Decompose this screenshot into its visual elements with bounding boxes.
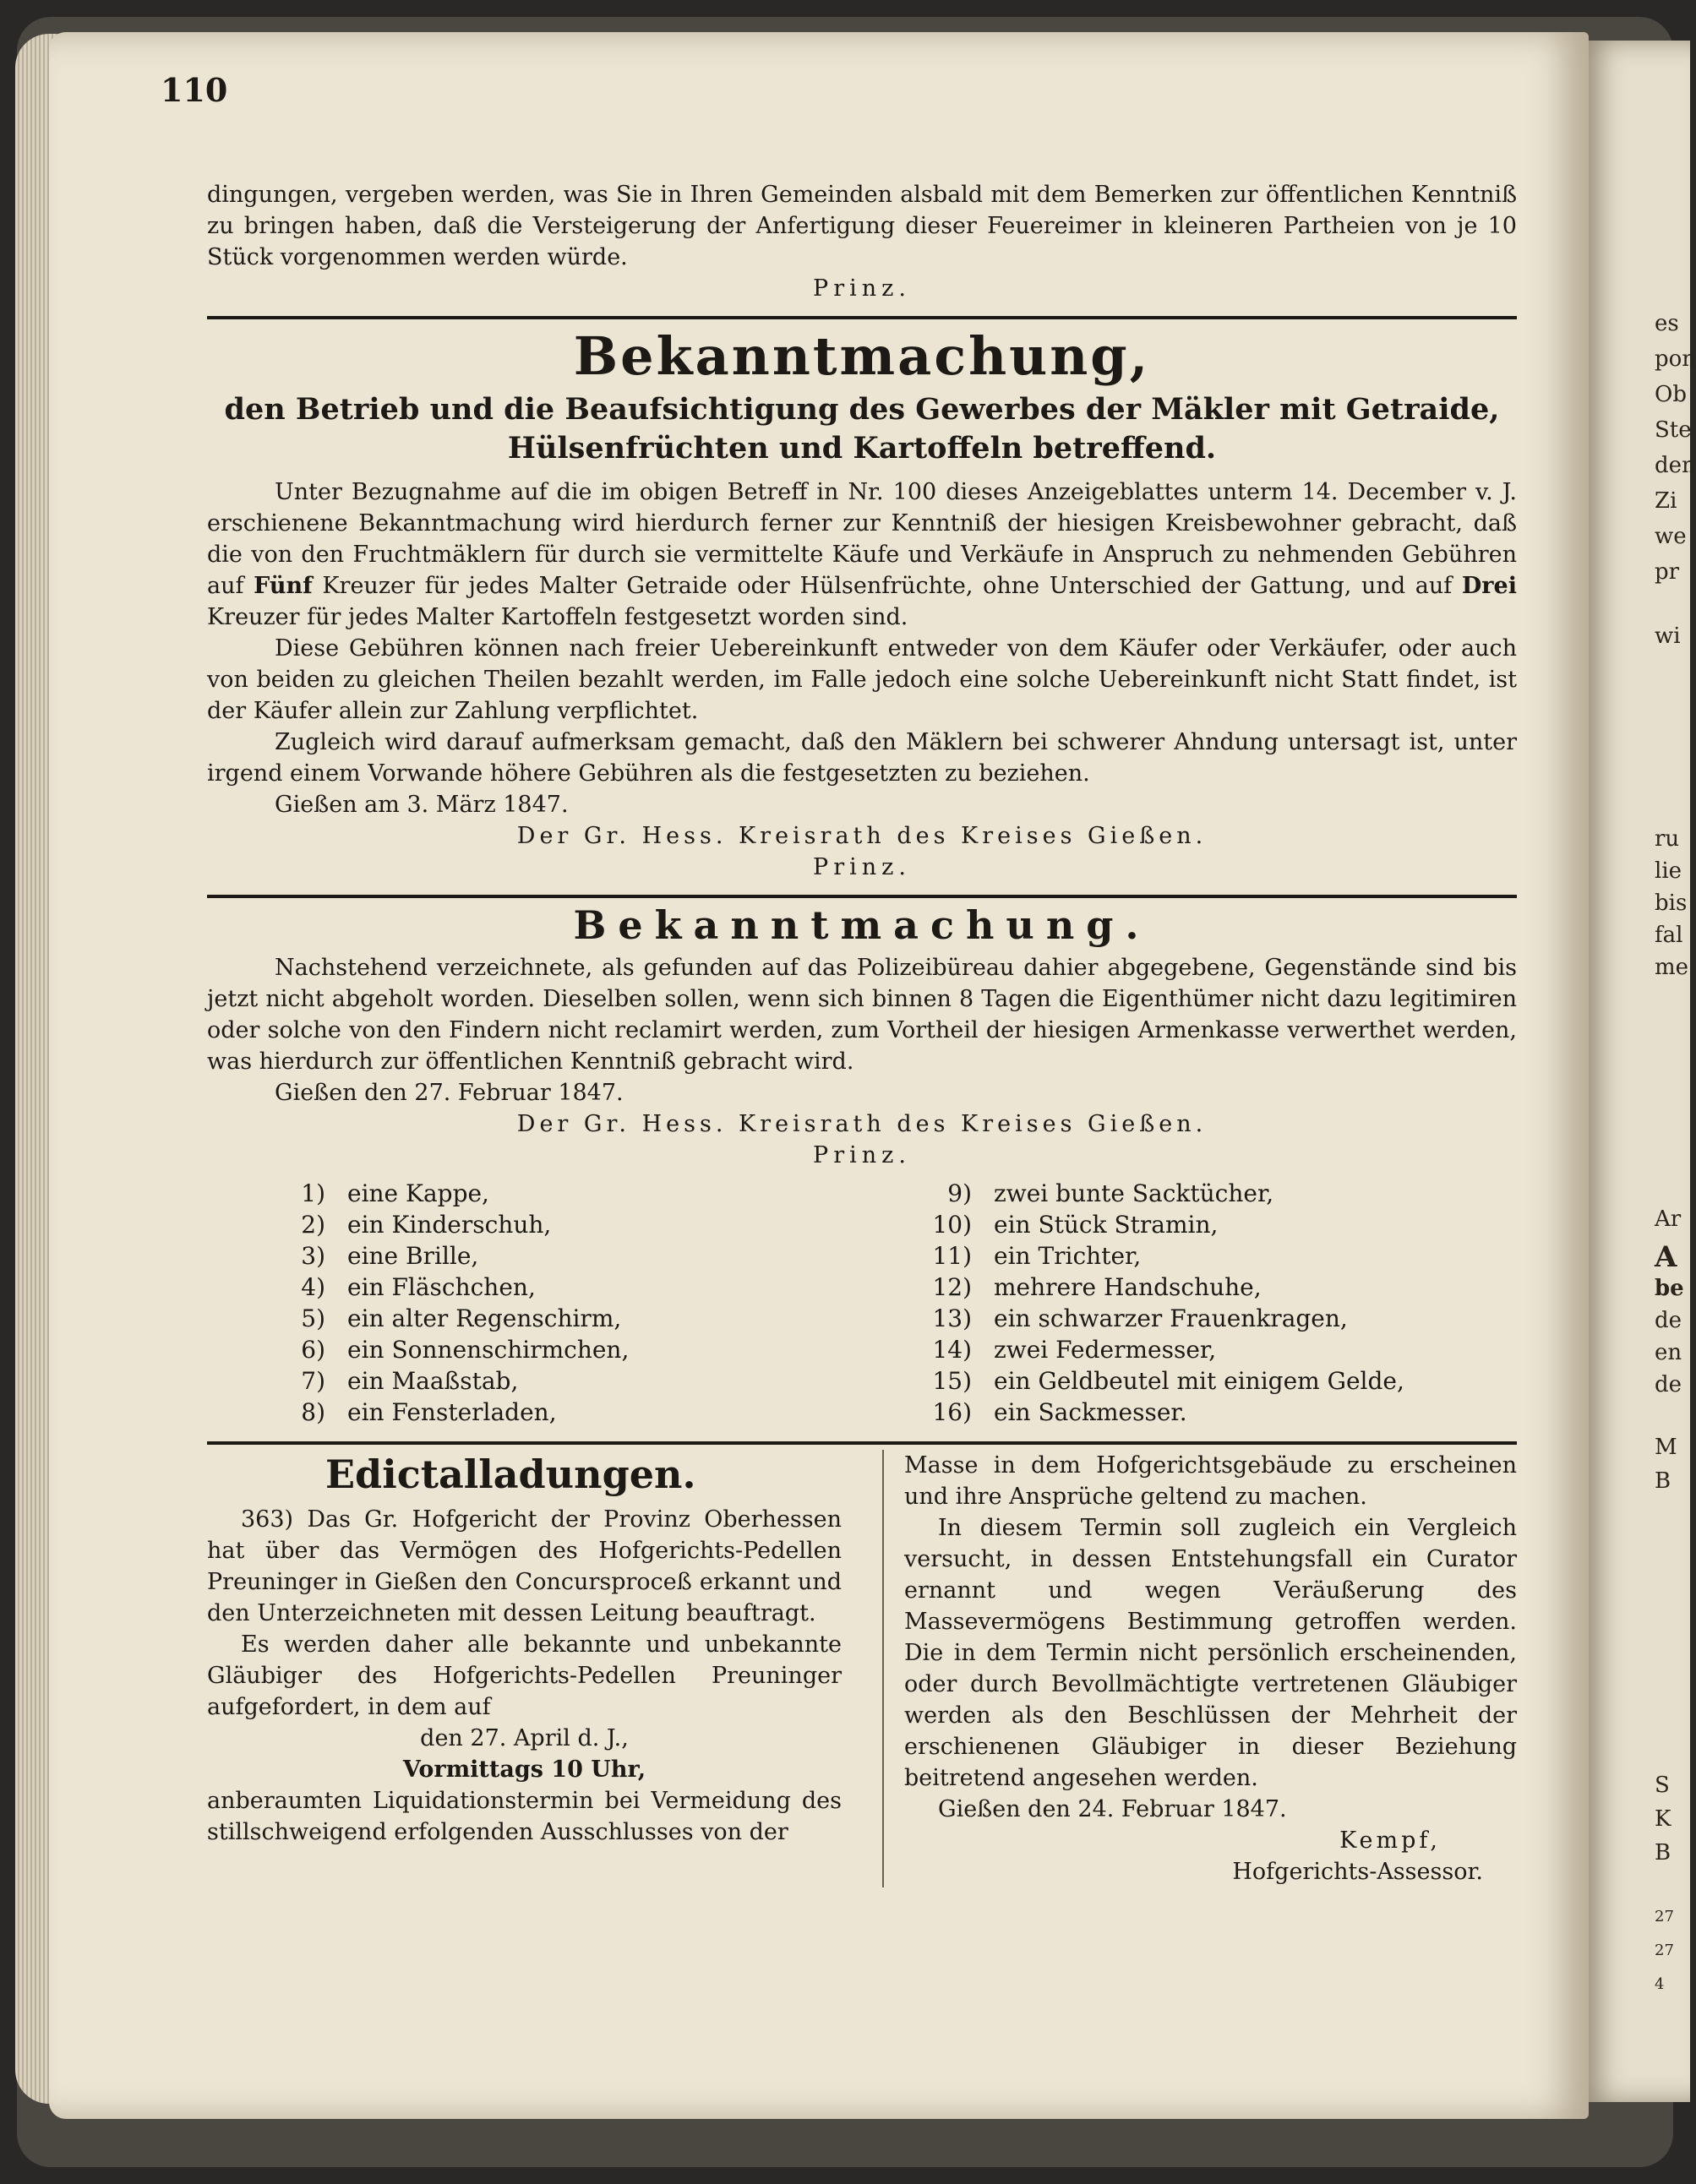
- item-number: 12): [932, 1273, 972, 1301]
- place-date: Gießen den 27. Februar 1847.: [275, 1080, 624, 1106]
- signer-name: Kempf,: [1339, 1827, 1441, 1854]
- edict-paragraph: 363) Das Gr. Hofgericht der Provinz Oberhessen hat über das Vermögen des Hofgerichts-Pedellen Preuninger in Gießen den Concursproceß erkannt und den Unterzeichneten mit dessen Leitung beauftragt.: [207, 1506, 842, 1626]
- item-number: 1): [301, 1179, 325, 1207]
- edict-title: Edictalladungen.: [325, 1451, 696, 1497]
- fragment: M: [1655, 1435, 1677, 1460]
- item-number: 13): [932, 1304, 972, 1332]
- signature: Prinz.: [813, 854, 911, 880]
- fragment: Ste: [1655, 417, 1692, 443]
- item-text: ein alter Regenschirm,: [347, 1304, 622, 1332]
- text-span: Kreuzer für jedes Malter Getraide oder Hülsenfrüchte, ohne Unterschied der Gattung, und auf: [322, 573, 1453, 599]
- fragment: 27: [1655, 1942, 1674, 1959]
- fragment: K: [1655, 1806, 1671, 1832]
- fragment: Ar: [1655, 1206, 1682, 1232]
- intro-paragraph: dingungen, vergeben werden, was Sie in Ihren Gemeinden alsbald mit dem Bemerken zur öffentlichen Kenntniß zu bringen haben, daß die Versteigerung der Anfertigung dieser Feuereimer in kleineren Partheien von je 10 Stück vorgenommen werden würde.: [207, 182, 1517, 270]
- fragment: we: [1655, 524, 1687, 549]
- edict-section: [207, 1450, 1517, 1887]
- item-number: 8): [301, 1398, 325, 1426]
- list-item: [904, 1397, 1517, 1428]
- hearing-date: den 27. April d. J.,: [420, 1725, 629, 1751]
- fragment: de: [1655, 1372, 1682, 1397]
- fragment: ru: [1655, 826, 1680, 852]
- fragment: B: [1655, 1468, 1671, 1494]
- edict-left-column: [207, 1450, 842, 1887]
- signature: Prinz.: [813, 1142, 911, 1168]
- edict-paragraph: In diesem Termin soll zugleich ein Vergleich versucht, in dessen Entstehungsfall ein Curator ernannt und wegen Veräußerung des Massevermögens Bestimmung getroffen werden. Die in dem Termin nicht persönlich erscheinenden, oder durch Bevollmächtigte vertretenen Gläubiger werden als den Beschlüssen der Mehrheit der erschienenen Gläubiger in dieser Beziehung beitretend angesehen werden.: [904, 1515, 1517, 1791]
- item-text: eine Brille,: [347, 1242, 479, 1270]
- intro-signature: Prinz.: [813, 275, 911, 302]
- item-text: ein Fläschchen,: [347, 1273, 536, 1301]
- list-item: [258, 1334, 870, 1365]
- authority: Der Gr. Hess. Kreisrath des Kreises Gießen.: [516, 1111, 1208, 1137]
- item-number: 6): [301, 1336, 325, 1364]
- place-date: Gießen den 24. Februar 1847.: [938, 1796, 1287, 1822]
- edict-right-column: [882, 1450, 1517, 1887]
- item-text: ein Geldbeutel mit einigem Gelde,: [994, 1367, 1404, 1395]
- fragment: pon: [1655, 346, 1696, 372]
- item-number: 4): [301, 1273, 325, 1301]
- edict-paragraph: Masse in dem Hofgerichtsgebäude zu erscheinen und ihre Ansprüche geltend zu machen.: [904, 1452, 1517, 1510]
- notice-title: Bekanntmachung.: [573, 902, 1151, 948]
- list-item: [258, 1365, 870, 1397]
- section-divider: [207, 316, 1517, 319]
- signer-title: Hofgerichts-Assessor.: [1232, 1859, 1483, 1885]
- item-number: 11): [932, 1242, 972, 1270]
- notice-paragraph: Zugleich wird darauf aufmerksam gemacht, daß den Mäklern bei schwerer Ahndung untersagt ist, unter irgend einem Vorwande höhere Gebühren als die festgesetzten zu beziehen.: [207, 729, 1517, 787]
- item-text: ein Kinderschuh,: [347, 1211, 552, 1239]
- item-text: mehrere Handschuhe,: [994, 1273, 1262, 1301]
- item-text: ein Maaßstab,: [347, 1367, 519, 1395]
- fragment: 4: [1655, 1975, 1665, 1993]
- item-number: 16): [932, 1398, 972, 1426]
- fragment: B: [1655, 1840, 1671, 1865]
- authority: Der Gr. Hess. Kreisrath des Kreises Gießen.: [516, 823, 1208, 849]
- item-number: 3): [301, 1242, 325, 1270]
- list-item: [904, 1303, 1517, 1334]
- fragment: es: [1655, 311, 1679, 336]
- fragment: be: [1655, 1276, 1684, 1301]
- list-item: [904, 1209, 1517, 1240]
- fragment: de: [1655, 1308, 1682, 1333]
- fragment: S: [1655, 1773, 1670, 1798]
- fragment: Zi: [1655, 488, 1677, 514]
- fragment: A: [1655, 1240, 1677, 1274]
- list-item: [258, 1272, 870, 1303]
- notice-brokers: [207, 323, 1517, 883]
- item-number: 10): [932, 1211, 972, 1239]
- item-number: 5): [301, 1304, 325, 1332]
- item-number: 2): [301, 1211, 325, 1239]
- list-item: [904, 1272, 1517, 1303]
- page-number: 110: [161, 71, 228, 109]
- edict-paragraph: anberaumten Liquidationstermin bei Vermeidung des stillschweigend erfolgenden Ausschlusses von der: [207, 1788, 842, 1845]
- list-item: [904, 1240, 1517, 1272]
- list-item: [258, 1240, 870, 1272]
- fragment: me: [1655, 955, 1689, 980]
- page-content: [207, 179, 1517, 1887]
- found-items-list: [207, 1178, 1517, 1428]
- emphasis: Drei: [1461, 573, 1517, 599]
- item-number: 15): [932, 1367, 972, 1395]
- notice-title: Bekanntmachung,: [573, 325, 1151, 387]
- emphasis: Fünf: [254, 573, 313, 599]
- notice-paragraph: Diese Gebühren können nach freier Uebereinkunft entweder von dem Käufer oder Verkäufer, oder auch von beiden zu gleichen Theilen bezahlt werden, im Falle jedoch eine solche Uebereinkunft nicht Statt findet, ist der Käufer allein zur Zahlung verpflichtet.: [207, 635, 1517, 724]
- list-item: [904, 1334, 1517, 1365]
- item-text: ein Sackmesser.: [994, 1398, 1187, 1426]
- fragment: Ob: [1655, 382, 1687, 407]
- section-divider: [207, 1441, 1517, 1445]
- item-text: eine Kappe,: [347, 1179, 489, 1207]
- item-text: ein Stück Stramin,: [994, 1211, 1219, 1239]
- notice-subtitle: den Betrieb und die Beaufsichtigung des Gewerbes der Mäkler mit Getraide, Hülsenfrüchten und Kartoffeln betreffend.: [224, 392, 1500, 466]
- fragment: en: [1655, 1340, 1682, 1365]
- text-span: Unter Bezugnahme auf die im obigen Betreff in Nr. 100 dieses Anzeigeblattes unterm 14. December v. J. erschienene Bekanntmachung wird hierdurch ferner zur Kenntniß der hiesigen Kreisbewohner gebracht, daß die von den Fruchtmäklern für durch sie vermittelte Käufe und Verkäufe in Anspruch zu nehmenden Gebühren auf: [207, 479, 1517, 599]
- fragment: lie: [1655, 858, 1682, 884]
- list-item: [258, 1178, 870, 1209]
- place-date: Gießen am 3. März 1847.: [275, 792, 569, 818]
- adjacent-page: [1579, 41, 1696, 2102]
- text-span: Kreuzer für jedes Malter Kartoffeln festgesetzt worden sind.: [207, 604, 908, 630]
- list-item: [904, 1365, 1517, 1397]
- item-text: ein Fensterladen,: [347, 1398, 557, 1426]
- list-item: [904, 1178, 1517, 1209]
- notice-paragraph: [207, 477, 1517, 633]
- item-text: ein Sonnenschirmchen,: [347, 1336, 630, 1364]
- item-text: ein schwarzer Frauenkragen,: [994, 1304, 1348, 1332]
- fragment: bis: [1655, 890, 1688, 916]
- item-number: 14): [932, 1336, 972, 1364]
- fragment: wi: [1655, 624, 1681, 649]
- item-text: ein Trichter,: [994, 1242, 1142, 1270]
- list-item: [258, 1303, 870, 1334]
- notice-lost-items: [207, 898, 1517, 1428]
- notice-paragraph: Nachstehend verzeichnete, als gefunden auf das Polizeibüreau dahier abgegebene, Gegenstände sind bis jetzt nicht abgeholt worden. Dieselben sollen, wenn sich binnen 8 Tagen die Eigenthümer nicht dazu legitimiren oder solche von den Findern nicht reclamirt werden, zum Vortheil der hiesigen Armenkasse verwerthet werden, was hierdurch zur öffentlichen Kenntniß gebracht wird.: [207, 955, 1517, 1075]
- hearing-time: Vormittags 10 Uhr,: [402, 1756, 646, 1783]
- fragment: den: [1655, 453, 1696, 478]
- item-text: zwei bunte Sacktücher,: [994, 1179, 1274, 1207]
- edict-paragraph: Es werden daher alle bekannte und unbekannte Gläubiger des Hofgerichts-Pedellen Preuninger aufgefordert, in dem auf: [207, 1631, 842, 1720]
- fragment: pr: [1655, 559, 1680, 585]
- list-item: [258, 1397, 870, 1428]
- item-text: zwei Federmesser,: [994, 1336, 1217, 1364]
- fragment: fal: [1655, 923, 1683, 948]
- item-number: 7): [301, 1367, 325, 1395]
- fragment: 27: [1655, 1908, 1674, 1925]
- list-item: [258, 1209, 870, 1240]
- item-number: 9): [947, 1179, 972, 1207]
